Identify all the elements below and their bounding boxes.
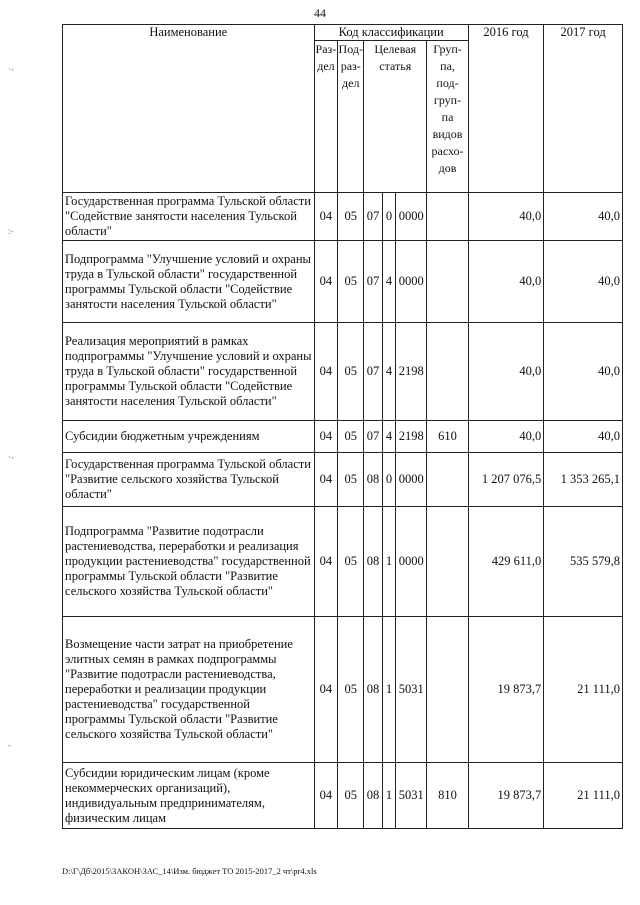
header-podrazdel: Под- раз- дел: [338, 41, 364, 193]
row-target-direction: 0000: [396, 193, 427, 241]
row-target-program: 07: [364, 421, 383, 453]
row-target-program: 08: [364, 763, 383, 829]
row-group: [427, 453, 468, 507]
table-row: [63, 193, 623, 241]
scan-margin-mark: :-: [8, 226, 14, 236]
row-group: 810: [427, 763, 468, 829]
row-target-subprogram: 0: [382, 453, 395, 507]
row-amount-2017: 40,0: [544, 421, 623, 453]
row-amount-2016: 40,0: [468, 193, 544, 241]
row-amount-2017: 40,0: [544, 241, 623, 323]
table-row: [63, 763, 623, 829]
row-group: 610: [427, 421, 468, 453]
row-podrazdel: 05: [338, 193, 364, 241]
row-name: Субсидии юридическим лицам (кроме некоммерческих организаций), индивидуальным предпринимателям, физическим лицам: [63, 763, 315, 829]
row-target-subprogram: 1: [382, 763, 395, 829]
row-amount-2016: 40,0: [468, 421, 544, 453]
row-group: [427, 193, 468, 241]
row-group: [427, 241, 468, 323]
table-row: [63, 323, 623, 421]
header-classification: Код классификации: [314, 25, 468, 41]
row-target-direction: 0000: [396, 507, 427, 617]
row-target-program: 07: [364, 193, 383, 241]
row-razdel: 04: [314, 763, 338, 829]
row-amount-2017: 21 111,0: [544, 617, 623, 763]
row-amount-2016: 429 611,0: [468, 507, 544, 617]
row-name: Подпрограмма "Развитие подотрасли растениеводства, переработки и реализация продукции растениеводства" государственной программы Тульской области "Развитие сельского хозяйства Тульской области": [63, 507, 315, 617]
row-podrazdel: 05: [338, 617, 364, 763]
row-name: Возмещение части затрат на приобретение элитных семян в рамках подпрограммы "Развитие подотрасли растениеводства, переработки и реализации продукции растениеводства" государственной программы Тульской области "Развитие сельского хозяйства Тульской области": [63, 617, 315, 763]
row-razdel: 04: [314, 193, 338, 241]
row-razdel: 04: [314, 323, 338, 421]
header-group: Груп- па, под- груп- па видов расхо- дов: [427, 41, 468, 193]
row-target-direction: 2198: [396, 421, 427, 453]
table-row: [63, 453, 623, 507]
header-year-2017: 2017 год: [544, 25, 623, 193]
table-row: [63, 241, 623, 323]
row-amount-2016: 40,0: [468, 241, 544, 323]
row-target-direction: 5031: [396, 617, 427, 763]
row-name: Реализация мероприятий в рамках подпрограммы "Улучшение условий и охраны труда в Тульской области" государственной программы Тульской области "Содействие занятости населения Тульской области": [63, 323, 315, 421]
row-amount-2016: 19 873,7: [468, 763, 544, 829]
row-razdel: 04: [314, 241, 338, 323]
row-target-program: 07: [364, 323, 383, 421]
row-amount-2016: 1 207 076,5: [468, 453, 544, 507]
row-group: [427, 323, 468, 421]
row-podrazdel: 05: [338, 421, 364, 453]
row-amount-2017: 535 579,8: [544, 507, 623, 617]
row-razdel: 04: [314, 507, 338, 617]
table-row: [63, 507, 623, 617]
row-target-subprogram: 4: [382, 241, 395, 323]
row-target-subprogram: 4: [382, 323, 395, 421]
row-name: Государственная программа Тульской области "Содействие занятости населения Тульской области": [63, 193, 315, 241]
scan-margin-mark: ·-: [8, 452, 14, 462]
scan-margin-mark: ·-: [8, 64, 14, 74]
row-amount-2017: 40,0: [544, 323, 623, 421]
scan-margin-mark: -: [8, 740, 11, 750]
row-razdel: 04: [314, 421, 338, 453]
header-row: [63, 25, 623, 41]
budget-table: [62, 24, 623, 829]
row-target-program: 07: [364, 241, 383, 323]
row-target-direction: 0000: [396, 453, 427, 507]
row-target-program: 08: [364, 453, 383, 507]
row-target-program: 08: [364, 507, 383, 617]
row-amount-2016: 40,0: [468, 323, 544, 421]
row-amount-2017: 40,0: [544, 193, 623, 241]
row-name: Субсидии бюджетным учреждениям: [63, 421, 315, 453]
row-podrazdel: 05: [338, 507, 364, 617]
row-podrazdel: 05: [338, 241, 364, 323]
row-name: Государственная программа Тульской области "Развитие сельского хозяйства Тульской области": [63, 453, 315, 507]
header-target: Целевая статья: [364, 41, 427, 193]
row-group: [427, 507, 468, 617]
row-razdel: 04: [314, 617, 338, 763]
row-target-subprogram: 1: [382, 507, 395, 617]
row-name: Подпрограмма "Улучшение условий и охраны труда в Тульской области" государственной программы Тульской области "Содействие занятости населения Тульской области": [63, 241, 315, 323]
row-target-direction: 0000: [396, 241, 427, 323]
row-amount-2017: 21 111,0: [544, 763, 623, 829]
header-razdel: Раз- дел: [314, 41, 338, 193]
row-group: [427, 617, 468, 763]
row-target-program: 08: [364, 617, 383, 763]
header-name: Наименование: [63, 25, 315, 193]
row-razdel: 04: [314, 453, 338, 507]
row-amount-2016: 19 873,7: [468, 617, 544, 763]
row-podrazdel: 05: [338, 323, 364, 421]
page-number: 44: [314, 6, 326, 20]
row-podrazdel: 05: [338, 763, 364, 829]
file-path-footer: D:\Г\Дб\2015\ЗАКОН\ЗАС_14\Изм. бюджет ТО 2015-2017_2 чт\pr4.xls: [62, 866, 317, 876]
row-target-direction: 2198: [396, 323, 427, 421]
row-target-subprogram: 1: [382, 617, 395, 763]
row-amount-2017: 1 353 265,1: [544, 453, 623, 507]
row-podrazdel: 05: [338, 453, 364, 507]
row-target-subprogram: 4: [382, 421, 395, 453]
row-target-direction: 5031: [396, 763, 427, 829]
row-target-subprogram: 0: [382, 193, 395, 241]
table-row: [63, 617, 623, 763]
header-year-2016: 2016 год: [468, 25, 544, 193]
table-row: [63, 421, 623, 453]
